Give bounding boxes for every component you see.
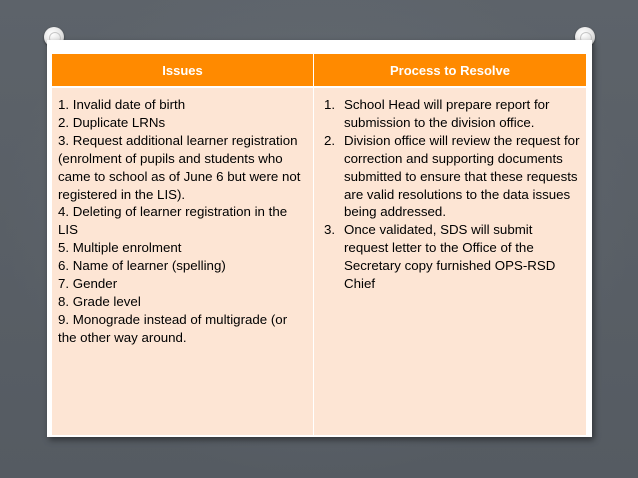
process-step [320,96,580,132]
issue-item: 3. Request additional learner registration (enrolment of pupils and students who came to school as of June 6 but were not registered in the LIS). [58,132,301,202]
table-header-row [52,54,586,87]
step-text: Division office will review the request for correction and supporting documents submitted to ensure that these requests are valid resolutions to the data issues being addressed. [344,132,580,220]
issue-item: 8. Grade level [58,293,141,309]
step-text: School Head will prepare report for submission to the division office. [344,97,550,130]
issue-item: 4. Deleting of learner registration in the LIS [58,204,288,238]
process-step [320,221,580,293]
issue-item: 1. Invalid date of birth [58,97,186,112]
table-row [52,87,586,435]
process-list [320,96,580,293]
header-process-to-resolve: Process to Resolve [314,54,587,87]
issues-table [52,54,586,435]
issue-item: 9. Monograde instead of multigrade (or the other way around. [58,311,288,345]
process-cell [314,87,587,435]
issue-item: 6. Name of learner (spelling) [58,258,226,274]
issue-item: 7. Gender [58,276,118,292]
issue-item: 2. Duplicate LRNs [58,114,166,130]
step-number: 3. [324,222,336,238]
step-number: 1. [324,97,336,112]
process-step [320,132,580,222]
slide-card [47,40,592,437]
step-number: 2. [324,132,336,148]
issues-cell [52,87,314,435]
header-issues: Issues [52,54,314,87]
step-text: Once validated, SDS will submit request letter to the Office of the Secretary copy furnished OPS-RSD Chief [344,222,556,292]
issue-item: 5. Multiple enrolment [58,240,182,256]
